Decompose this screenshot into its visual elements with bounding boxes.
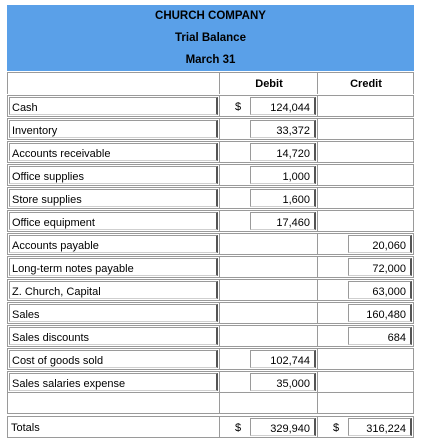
debit-cell — [220, 164, 318, 186]
account-name-input[interactable] — [9, 189, 218, 207]
debit-input[interactable] — [250, 350, 316, 368]
debit-header-cell — [220, 72, 318, 94]
account-name: Accounts payable — [12, 240, 99, 252]
debit-input[interactable] — [250, 189, 316, 207]
totals-credit-value: 316,224 — [366, 423, 406, 435]
account-name-cell — [7, 256, 220, 278]
credit-cell — [318, 187, 414, 209]
totals-credit-dollar: $ — [333, 422, 340, 434]
debit-cell — [220, 141, 318, 163]
totals-row — [7, 416, 414, 438]
account-name-cell — [7, 164, 220, 186]
debit-value: 14,720 — [276, 148, 310, 160]
column-header-row — [7, 72, 414, 94]
debit-dollar-sign: $ — [235, 101, 242, 113]
credit-value: 684 — [387, 332, 406, 344]
report-title: Trial Balance — [175, 32, 246, 44]
debit-value: 124,044 — [270, 102, 310, 114]
account-name-input[interactable] — [9, 235, 218, 253]
credit-input[interactable] — [348, 235, 412, 253]
account-name-cell — [7, 118, 220, 140]
account-row — [7, 210, 414, 232]
account-name-input[interactable] — [9, 327, 218, 345]
debit-input[interactable] — [250, 373, 316, 391]
debit-cell — [220, 256, 318, 278]
debit-input[interactable] — [250, 166, 316, 184]
account-row — [7, 302, 414, 324]
debit-value: 1,600 — [282, 194, 310, 206]
totals-credit-cell — [318, 416, 414, 438]
debit-input[interactable] — [250, 97, 316, 115]
credit-cell — [318, 371, 414, 393]
account-row — [7, 279, 414, 301]
account-name-cell — [7, 348, 220, 370]
account-name-input[interactable] — [9, 143, 218, 161]
debit-cell — [220, 279, 318, 301]
account-name: Sales discounts — [12, 332, 90, 344]
credit-input[interactable] — [348, 304, 412, 322]
debit-cell — [220, 210, 318, 232]
account-row — [7, 141, 414, 163]
report-date: March 31 — [185, 54, 236, 66]
account-row — [7, 187, 414, 209]
totals-debit-dollar: $ — [235, 422, 242, 434]
account-name: Sales salaries expense — [12, 378, 126, 390]
credit-cell — [318, 210, 414, 232]
debit-cell — [220, 233, 318, 255]
account-name: Inventory — [12, 125, 58, 137]
account-name: Office supplies — [12, 171, 84, 183]
company-name: CHURCH COMPANY — [155, 10, 266, 22]
account-row — [7, 371, 414, 393]
credit-header-cell — [318, 72, 414, 94]
credit-cell — [318, 164, 414, 186]
account-name-input[interactable] — [9, 258, 218, 276]
credit-value: 20,060 — [372, 240, 406, 252]
debit-value: 1,000 — [282, 171, 310, 183]
account-name-input[interactable] — [9, 212, 218, 230]
account-name-input[interactable] — [9, 304, 218, 322]
account-name-input[interactable] — [9, 350, 218, 368]
blank-row — [7, 392, 414, 414]
debit-value: 17,460 — [276, 217, 310, 229]
account-row — [7, 256, 414, 278]
credit-cell — [318, 279, 414, 301]
credit-cell — [318, 233, 414, 255]
credit-header: Credit — [350, 78, 382, 90]
totals-label-cell — [7, 416, 220, 438]
totals-debit-cell — [220, 416, 318, 438]
account-name-cell — [7, 187, 220, 209]
account-name-cell — [7, 210, 220, 232]
account-name-cell — [7, 95, 220, 117]
account-row — [7, 233, 414, 255]
account-name: Z. Church, Capital — [12, 286, 101, 298]
account-name: Store supplies — [12, 194, 82, 206]
credit-value: 160,480 — [366, 309, 406, 321]
totals-label: Totals — [11, 422, 40, 434]
debit-cell — [220, 371, 318, 393]
credit-cell — [318, 141, 414, 163]
totals-debit-input[interactable] — [250, 418, 316, 436]
account-name: Cash — [12, 102, 38, 114]
debit-value: 33,372 — [276, 125, 310, 137]
account-name-cell — [7, 279, 220, 301]
account-name-cell — [7, 302, 220, 324]
account-row — [7, 95, 414, 117]
debit-input[interactable] — [250, 212, 316, 230]
blank-debit-cell — [220, 392, 318, 414]
debit-cell — [220, 95, 318, 117]
credit-cell — [318, 256, 414, 278]
credit-input[interactable] — [348, 258, 412, 276]
account-name-input[interactable] — [9, 281, 218, 299]
account-name-input[interactable] — [9, 373, 218, 391]
debit-cell — [220, 348, 318, 370]
account-name-cell — [7, 371, 220, 393]
account-name: Accounts receivable — [12, 148, 111, 160]
debit-input[interactable] — [250, 143, 316, 161]
debit-header: Debit — [255, 78, 283, 90]
debit-value: 35,000 — [276, 378, 310, 390]
debit-input[interactable] — [250, 120, 316, 138]
account-name: Long-term notes payable — [12, 263, 134, 275]
account-name-input[interactable] — [9, 166, 218, 184]
account-row — [7, 118, 414, 140]
account-name-cell — [7, 325, 220, 347]
credit-cell — [318, 95, 414, 117]
credit-cell — [318, 302, 414, 324]
totals-debit-value: 329,940 — [270, 423, 310, 435]
blank-name-cell — [7, 392, 220, 414]
totals-credit-input[interactable] — [348, 418, 412, 436]
account-name-input[interactable] — [9, 97, 218, 115]
blank-credit-cell — [318, 392, 414, 414]
debit-value: 102,744 — [270, 355, 310, 367]
account-row — [7, 348, 414, 370]
credit-input[interactable] — [348, 327, 412, 345]
credit-input[interactable] — [348, 281, 412, 299]
account-name-cell — [7, 233, 220, 255]
credit-value: 63,000 — [372, 286, 406, 298]
account-name: Sales — [12, 309, 40, 321]
credit-value: 72,000 — [372, 263, 406, 275]
account-name: Office equipment — [12, 217, 95, 229]
debit-cell — [220, 302, 318, 324]
account-row — [7, 164, 414, 186]
account-header-cell — [7, 72, 220, 94]
debit-cell — [220, 118, 318, 140]
credit-cell — [318, 325, 414, 347]
debit-cell — [220, 187, 318, 209]
account-name-input[interactable] — [9, 120, 218, 138]
account-row — [7, 325, 414, 347]
debit-cell — [220, 325, 318, 347]
credit-cell — [318, 348, 414, 370]
account-name: Cost of goods sold — [12, 355, 104, 367]
account-name-cell — [7, 141, 220, 163]
credit-cell — [318, 118, 414, 140]
